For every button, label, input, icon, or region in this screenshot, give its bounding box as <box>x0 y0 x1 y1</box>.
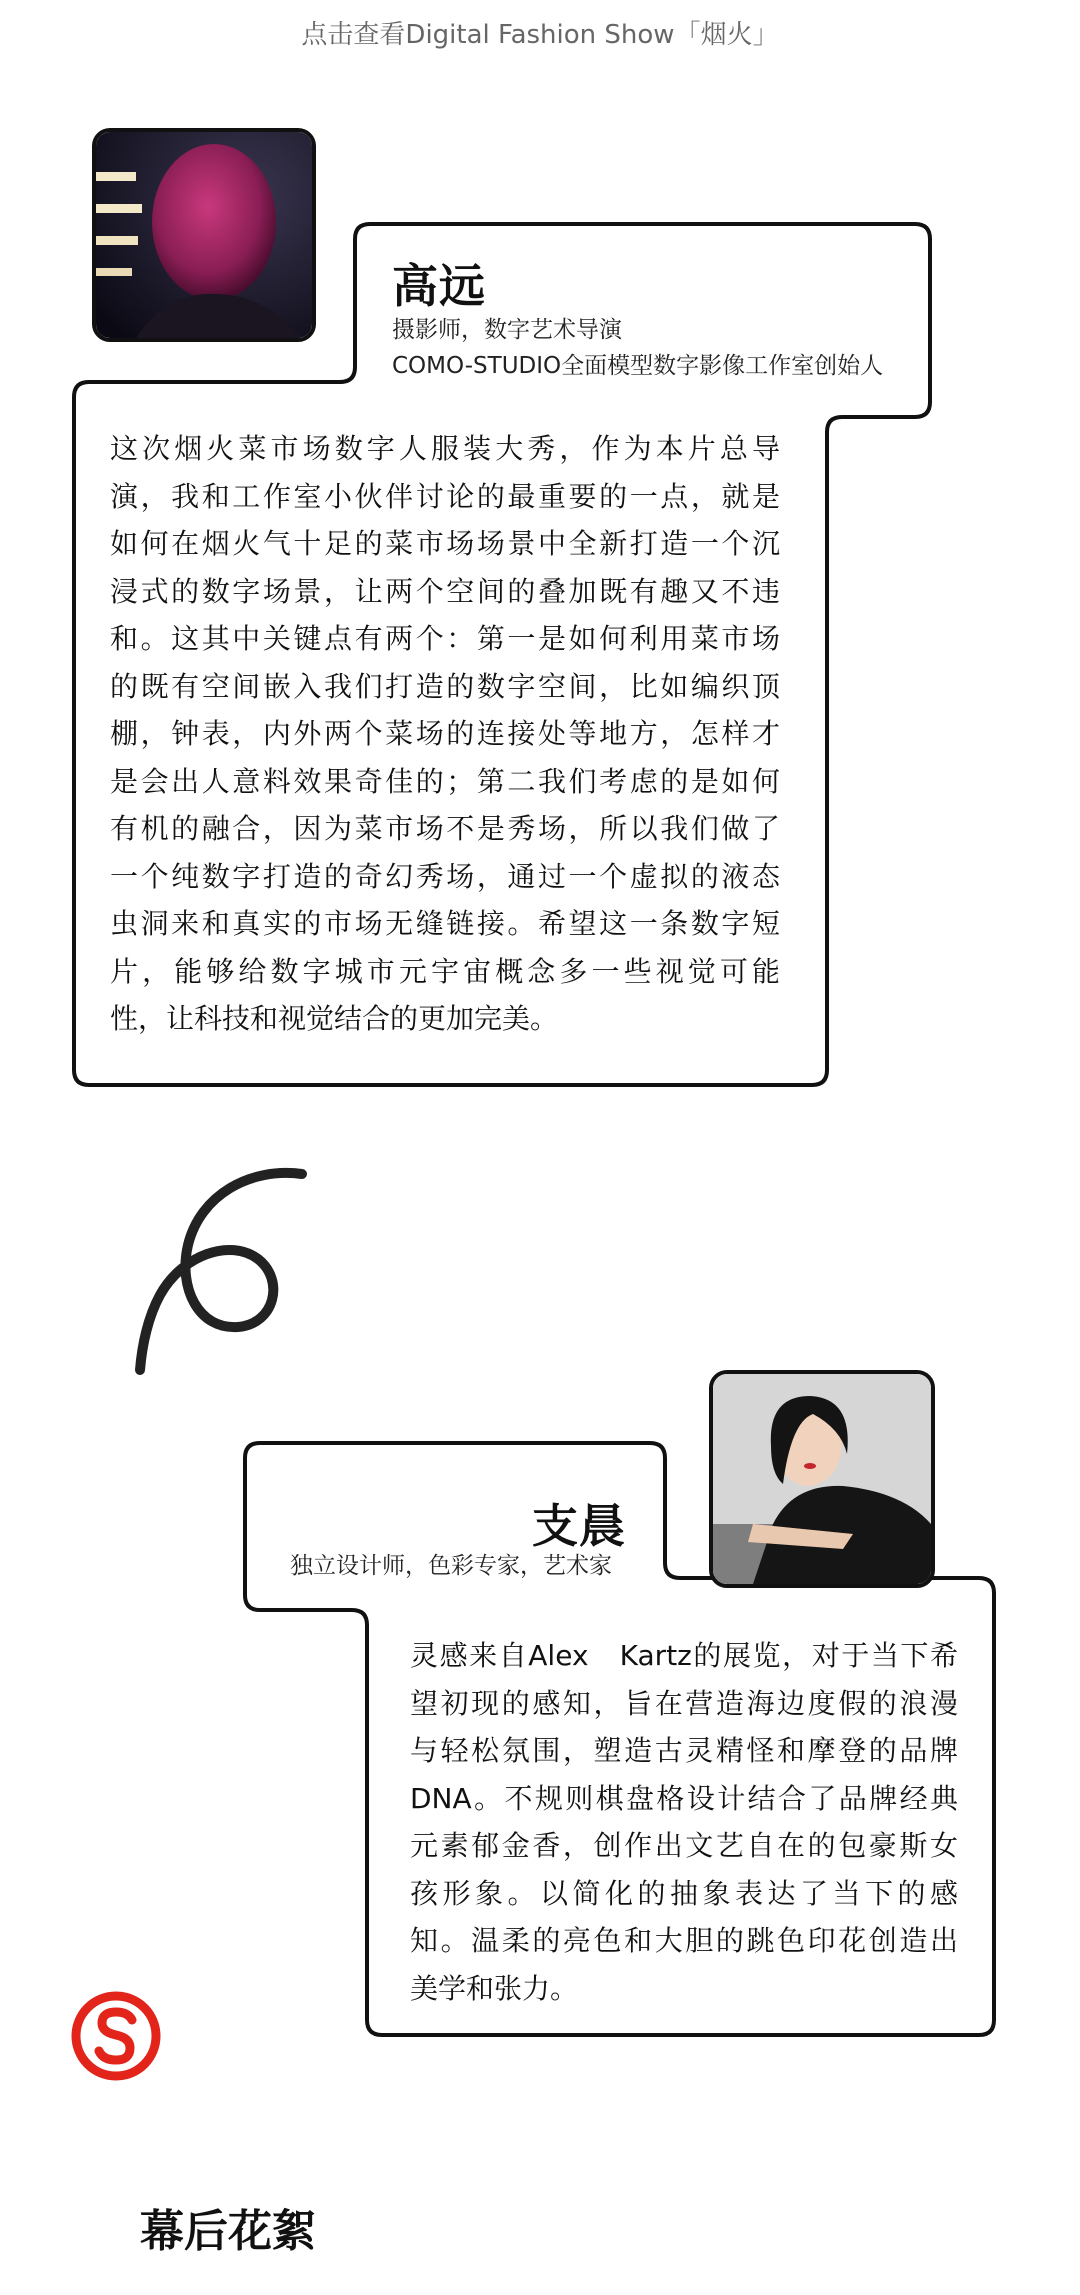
profile-1-role-1: 摄影师，数字艺术导演 <box>392 317 622 343</box>
profile-1-role-2: COMO-STUDIO全面模型数字影像工作室创始人 <box>392 353 884 379</box>
statement-line: DNA。不规则棋盘格设计结合了品牌经典 <box>410 1781 958 1815</box>
statement-line: 元素郁金香，创作出文艺自在的包豪斯女 <box>410 1829 958 1862</box>
profile-2-role: 独立设计师，色彩专家，艺术家 <box>290 1553 612 1579</box>
statement-line: 一个纯数字打造的奇幻秀场，通过一个虚拟的液态 <box>110 859 780 893</box>
profile-2-name: 支晨 <box>532 1499 626 1553</box>
statement-line: 这次烟火菜市场数字人服装大秀，作为本片总导 <box>110 432 780 465</box>
statement-line: 是会出人意料效果奇佳的；第二我们考虑的是如何 <box>110 764 780 798</box>
statement-line: 虫洞来和真实的市场无缝链接。希望这一条数字短 <box>110 907 780 940</box>
profile-1-statement <box>110 425 780 1043</box>
red-s-logo-icon <box>70 1990 162 2082</box>
statement-line: 望初现的感知，旨在营造海边度假的浪漫 <box>410 1686 958 1720</box>
statement-line: 浸式的数字场景，让两个空间的叠加既有趣又不违 <box>110 574 780 608</box>
statement-line: 孩形象。以简化的抽象表达了当下的感 <box>410 1876 958 1910</box>
statement-line: 演，我和工作室小伙伴讨论的最重要的一点，就是 <box>110 479 780 513</box>
statement-line: 棚，钟表，内外两个菜场的连接处等地方，怎样才 <box>110 717 780 750</box>
curl-squiggle-icon <box>120 1155 320 1385</box>
portrait-photo-man <box>92 128 316 342</box>
portrait-photo-woman <box>709 1370 935 1588</box>
profile-2-statement <box>410 1632 958 2012</box>
statement-line: 有机的融合，因为菜市场不是秀场，所以我们做了 <box>110 812 780 845</box>
statement-line: 知。温柔的亮色和大胆的跳色印花创造出 <box>410 1924 958 1957</box>
section-title-behind-the-scenes: 幕后花絮 <box>140 2206 316 2257</box>
statement-line: 片，能够给数字城市元宇宙概念多一些视觉可能 <box>110 954 780 988</box>
statement-line: 与轻松氛围，塑造古灵精怪和摩登的品牌 <box>410 1734 958 1767</box>
statement-line: 性，让科技和视觉结合的更加完美。 <box>110 1002 559 1035</box>
statement-line: 如何在烟火气十足的菜市场场景中全新打造一个沉 <box>110 527 780 560</box>
profile-1-name: 高远 <box>392 259 486 313</box>
statement-line: 和。这其中关键点有两个：第一是如何利用菜市场 <box>110 622 780 655</box>
statement-line: 美学和张力。 <box>410 1971 579 2005</box>
statement-line: 灵感来自Alex Kartz的展览，对于当下希 <box>410 1639 958 1672</box>
digital-fashion-show-link[interactable]: 点击查看Digital Fashion Show「烟火」 <box>301 20 779 50</box>
statement-line: 的既有空间嵌入我们打造的数字空间，比如编织顶 <box>110 669 780 703</box>
